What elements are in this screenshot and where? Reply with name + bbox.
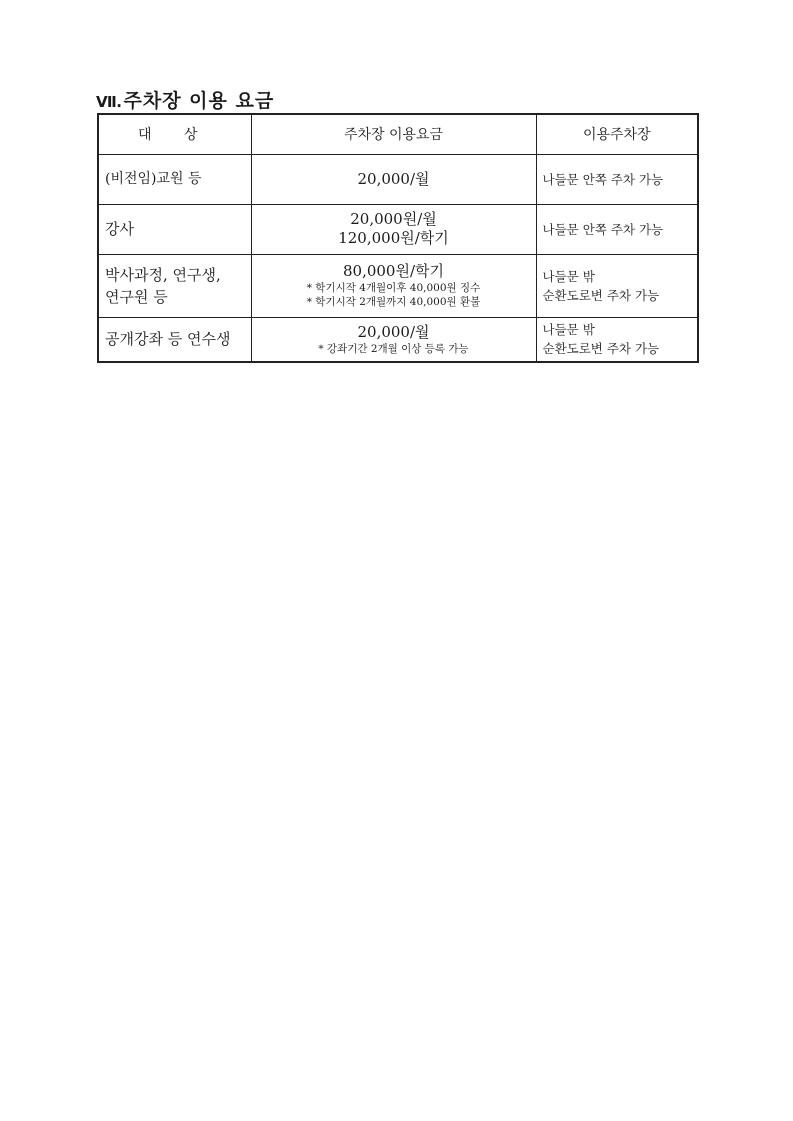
location-cell: 나들문 안쪽 주차 가능 [536,154,698,204]
fee-note: * 강좌기간 2개월 이상 등록 가능 [318,342,469,355]
section-heading [96,86,274,110]
fee-note: * 학기시작 4개월이후 40,000원 징수 [306,282,481,294]
fee-cell: 20,000원/월 120,000원/학기 [251,204,536,254]
fee-note: * 학기시작 2개월까지 40,000원 환불 [306,296,481,308]
header-location: 이용주차장 [536,114,698,154]
fee-cell: 80,000원/학기 * 학기시작 4개월이후 40,000원 징수 * 학기시작 2개월까지 40,000원 환불 [251,254,536,317]
fee-cell: 20,000/월 * 강좌기간 2개월 이상 등록 가능 [251,317,536,362]
section-number: Ⅶ. [96,93,122,111]
header-fee: 주차장 이용요금 [251,114,536,154]
target-cell: 강사 [98,204,251,254]
section-title: 주차장 이용 요금 [123,90,275,112]
location-cell: 나들문 밖 순환도로변 주차 가능 [536,254,698,317]
table-row [98,317,698,362]
fee-cell: 20,000/월 [251,154,536,204]
table-header-row [98,114,698,154]
target-cell: 박사과정, 연구생, 연구원 등 [98,254,251,317]
table-row [98,204,698,254]
target-cell: 공개강좌 등 연수생 [98,317,251,362]
table-row [98,254,698,317]
parking-fee-table [97,113,699,363]
table-row [98,154,698,204]
target-cell: (비전임)교원 등 [98,154,251,204]
header-target: 대 상 [98,114,251,154]
location-cell: 나들문 밖 순환도로변 주차 가능 [536,317,698,362]
location-cell: 나들문 안쪽 주차 가능 [536,204,698,254]
